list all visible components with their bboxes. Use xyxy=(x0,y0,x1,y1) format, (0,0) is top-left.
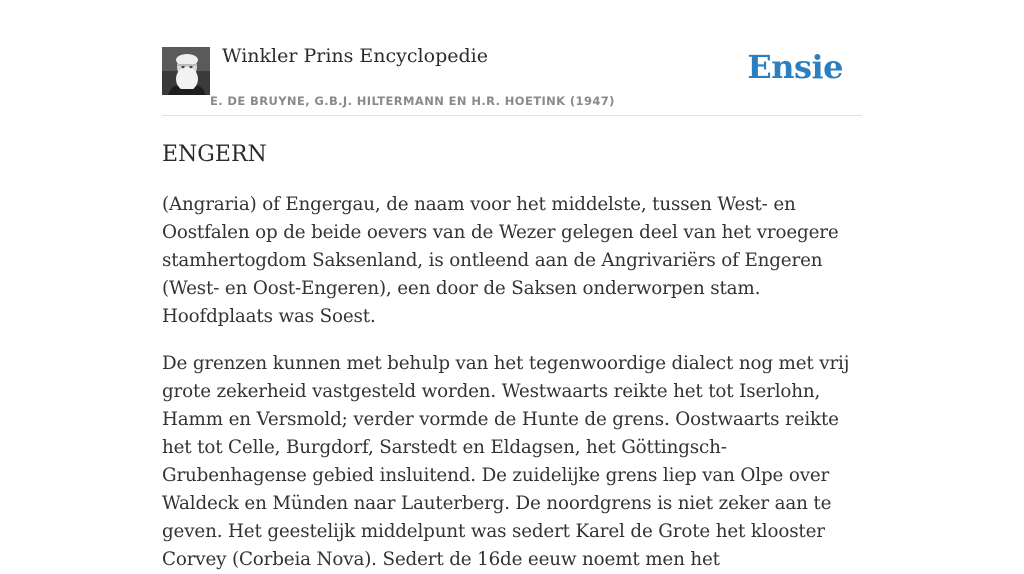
authors-credit: E. DE BRUYNE, G.B.J. HILTERMANN EN H.R. HOETINK (1947) xyxy=(210,94,615,108)
header xyxy=(162,0,862,116)
article-paragraph-1: (Angraria) of Engergau, de naam voor het middelste, tussen West- en Oostfalen op de beide oevers van de Wezer gelegen deel van het vroegere stamhertogdom Saksenland, is ontleend aan de Angrivariërs of Engeren (West- en Oost-Engeren), een door de Saksen onderworpen stam. Hoofdplaats was Soest. xyxy=(162,194,839,327)
site-title[interactable]: Winkler Prins Encyclopedie xyxy=(222,45,488,67)
author-portrait-icon xyxy=(162,47,210,95)
article-paragraph-2: De grenzen kunnen met behulp van het tegenwoordige dialect nog met vrij grote zekerheid vastgesteld worden. Westwaarts reikte het tot Iserlohn, Hamm en Versmold; verder vormde de Hunte de grens. Oostwaarts reikte het tot Celle, Burgdorf, Sarstedt en Eldagsen, het Göttingsch-Grubenhagense gebied insluitend. De zuidelijke grens liep van Olpe over Waldeck en Münden naar Lauterberg. De noordgrens is niet zeker aan te geven. Het geestelijk middelpunt was sedert Karel de Grote het klooster Corvey (Corbeia Nova). Sedert de 16de eeuw noemt men het xyxy=(162,353,850,570)
article-headword: ENGERN xyxy=(162,142,267,167)
page xyxy=(162,0,862,574)
author-avatar[interactable] xyxy=(162,47,210,95)
brand-logo[interactable]: Ensie xyxy=(747,48,843,86)
